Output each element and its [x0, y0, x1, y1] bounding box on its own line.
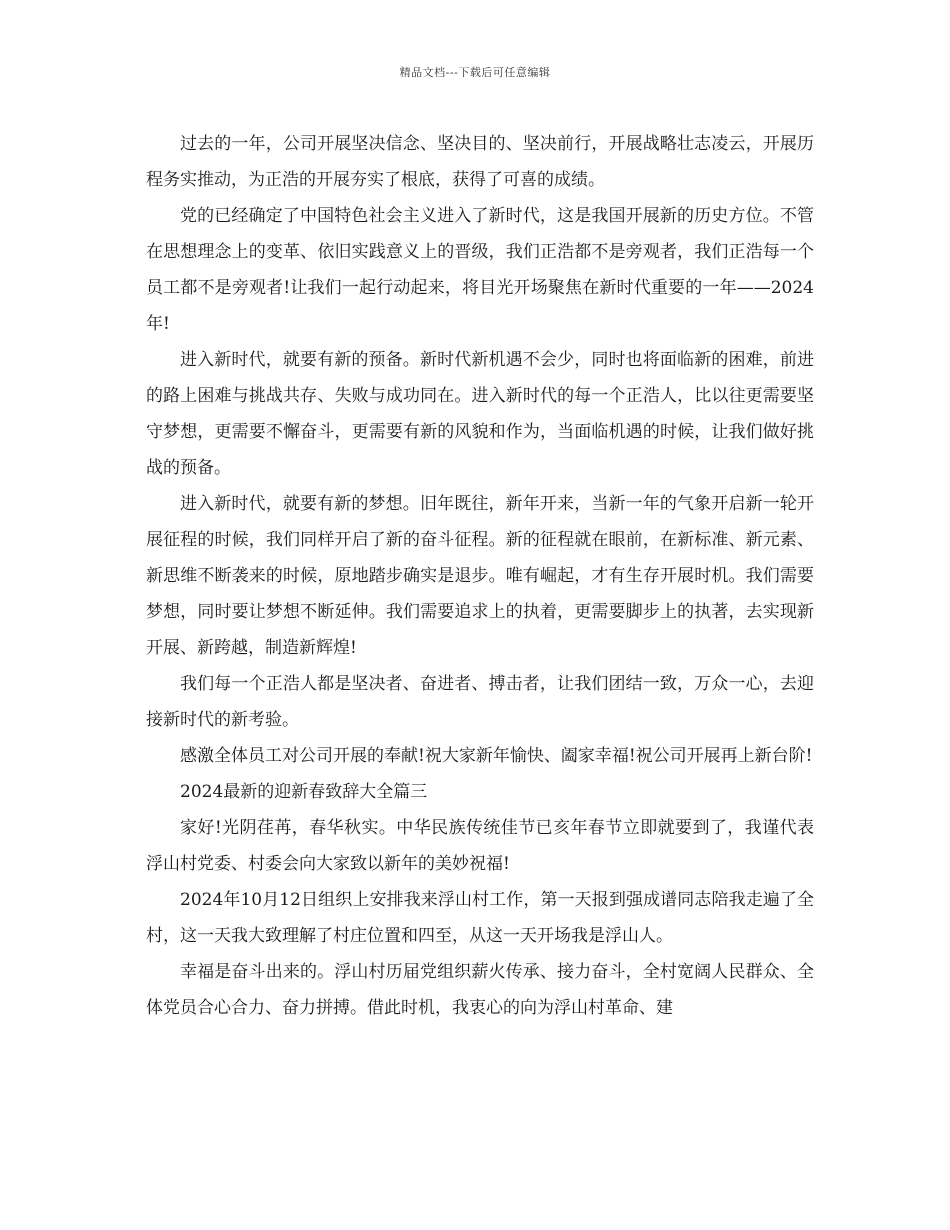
paragraph-3: 进入新时代，就要有新的预备。新时代新机遇不会少，同时也将面临新的困难，前进的路上困难与挑战共存、失败与成功同在。进入新时代的每一个正浩人，比以往更需要坚守梦想，更需要不懈奋斗，更需要有新的风貌和作为，当面临机遇的时候，让我们做好挑战的预备。: [146, 350, 814, 478]
paragraph-7: 家好!光阴荏苒，春华秋实。中华民族传统佳节已亥年春节立即就要到了，我谨代表浮山村党委、村委会向大家致以新年的美妙祝福!: [146, 818, 814, 874]
section-heading: 2024最新的迎新春致辞大全篇三: [180, 782, 428, 802]
paragraph-4: 进入新时代，就要有新的梦想。旧年既往，新年开来，当新一年的气象开启新一轮开展征程的时候，我们同样开启了新的奋斗征程。新的征程就在眼前，在新标准、新元素、新思维不断袭来的时候，原地踏步确实是退步。唯有崛起，才有生存开展时机。我们需要梦想，同时要让梦想不断延伸。我们需要追求上的执着，更需要脚步上的执著，去实现新开展、新跨越，制造新辉煌!: [146, 494, 814, 658]
page-header: 精品文档---下载后可任意编辑: [399, 66, 551, 79]
paragraph-2: 党的已经确定了中国特色社会主义进入了新时代，这是我国开展新的历史方位。不管在思想理念上的变革、依旧实践意义上的晋级，我们正浩都不是旁观者，我们正浩每一个员工都不是旁观者!让我们一起行动起来，将目光开场聚焦在新时代重要的一年——2024年!: [146, 206, 814, 334]
paragraph-5: 我们每一个正浩人都是坚决者、奋进者、搏击者，让我们团结一致，万众一心，去迎接新时代的新考验。: [146, 674, 814, 730]
paragraph-6: 感激全体员工对公司开展的奉献!祝大家新年愉快、阖家幸福!祝公司开展再上新台阶!: [180, 746, 813, 766]
paragraph-8: 2024年10月12日组织上安排我来浮山村工作，第一天报到强成谱同志陪我走遍了全村，这一天我大致理解了村庄位置和四至，从这一天开场我是浮山人。: [146, 890, 814, 946]
paragraph-1: 过去的一年，公司开展坚决信念、坚决目的、坚决前行，开展战略壮志凌云，开展历程务实推动，为正浩的开展夯实了根底，获得了可喜的成绩。: [146, 134, 814, 190]
paragraph-9: 幸福是奋斗出来的。浮山村历届党组织薪火传承、接力奋斗，全村宽阔人民群众、全体党员合心合力、奋力拼搏。借此时机，我衷心的向为浮山村革命、建: [146, 962, 814, 1018]
document-body: [146, 126, 814, 1026]
